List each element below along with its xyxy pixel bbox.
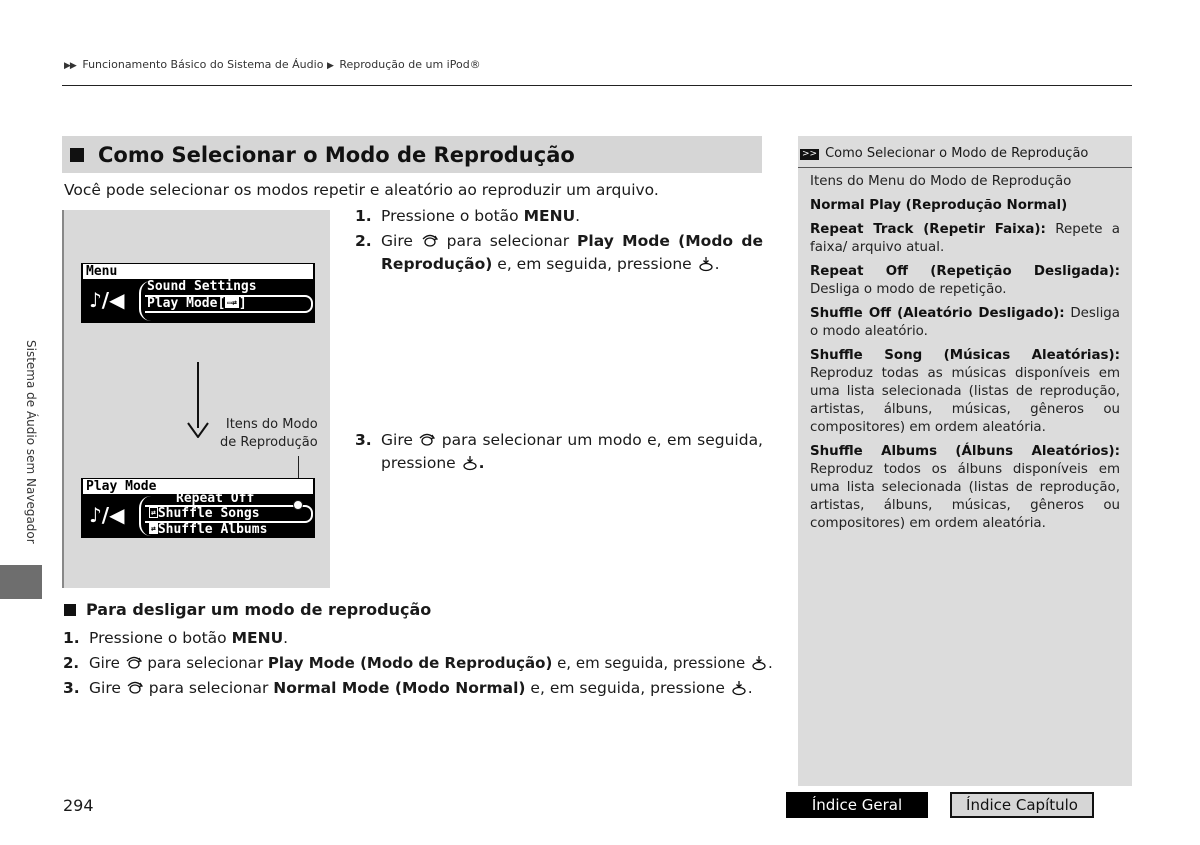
step-text: .	[575, 207, 581, 225]
step-3: 3. Gire para selecionar um modo e, em seguida, pressione .	[355, 431, 763, 472]
shuffle-badge-icon: ⇄	[151, 508, 156, 517]
step-number: 2.	[355, 232, 372, 250]
square-bullet-icon	[70, 148, 84, 162]
sidebar-item: Repeat Track (Repetir Faixa): Repete a faixa/ arquivo atual.	[810, 222, 1121, 255]
lcd-title: Menu	[83, 264, 313, 279]
step-text: Gire	[89, 679, 126, 697]
step-number: 3.	[63, 679, 80, 697]
step-text: e, em seguida, pressione	[525, 679, 730, 697]
step-number: 1.	[355, 207, 372, 225]
step-text: para selecionar	[438, 232, 578, 250]
section-intro: Você pode selecionar os modos repetir e aleatório ao reproduzir um arquivo.	[64, 181, 659, 199]
press-knob-icon	[730, 680, 748, 696]
step-number: 1.	[63, 629, 80, 647]
sidebar-header	[798, 146, 1132, 168]
off-step-2: 2. Gire para selecionar Play Mode (Modo de Reprodução) e, em seguida, pressione .	[63, 652, 763, 675]
step-text: para selecionar	[142, 654, 268, 672]
lcd-line-sound-settings: Sound Settings	[147, 279, 257, 294]
rotary-dial-icon	[126, 680, 144, 696]
step-text: e, em seguida, pressione	[552, 654, 751, 672]
chapter-side-tab-label: Sistema de Áudio sem Navegador	[24, 340, 38, 544]
arrow-icon: ▶	[326, 61, 333, 71]
sidebar-subtitle: Itens do Menu do Modo de Reprodução	[810, 174, 1072, 189]
menu-button-label: MENU	[523, 207, 576, 225]
step-1	[355, 205, 763, 228]
sidebar-body	[810, 173, 1120, 539]
step-text: para selecionar	[143, 679, 274, 697]
off-step-1	[63, 627, 763, 650]
breadcrumb	[64, 58, 481, 71]
index-general-button[interactable]: Índice Geral	[786, 792, 928, 818]
step-text: Pressione o botão	[89, 629, 232, 647]
lcd-play-mode-end: ]	[238, 296, 247, 311]
step-text: Gire	[381, 232, 421, 250]
top-divider	[62, 85, 1132, 86]
menu-button-label: MENU	[231, 629, 284, 647]
lcd-shuffle-albums-text: Shuffle Albums	[157, 522, 268, 537]
rotary-dial-icon	[125, 655, 143, 671]
chapter-side-tab-marker	[0, 565, 42, 599]
lcd-screen-menu	[81, 263, 315, 323]
step-text: Pressione o botão	[381, 207, 524, 225]
play-mode-badge-icon: ▭⇄	[227, 298, 237, 307]
callout-line-2: de Reprodução	[220, 435, 318, 450]
double-chevron-icon: >>	[802, 149, 818, 159]
section-title: Como Selecionar o Modo de Reprodução	[98, 142, 575, 167]
breadcrumb-item-1[interactable]: Funcionamento Básico do Sistema de Áudio	[82, 58, 324, 71]
shuffle-album-badge-icon: ⇄	[151, 524, 156, 533]
breadcrumb-item-2[interactable]: Reprodução de um iPod®	[339, 58, 481, 71]
sidebar-item: Shuffle Off (Aleatório Desligado): Desliga o modo aleatório.	[810, 306, 1120, 339]
lcd-screen-play-mode	[81, 478, 315, 538]
square-bullet-icon	[64, 604, 76, 616]
step-text: .	[283, 629, 289, 647]
callout-dot-icon	[293, 500, 303, 510]
lcd-play-mode-text: Play Mode[	[147, 296, 226, 311]
rotary-dial-icon	[418, 432, 436, 448]
page-number: 294	[63, 796, 94, 815]
lcd-line-play-mode	[147, 296, 247, 311]
sidebar-item: Repeat Off (Repetição Desligada): Desliga o modo de repetição.	[810, 264, 1120, 297]
press-knob-icon	[461, 455, 479, 471]
sub-section-heading	[64, 600, 431, 619]
callout-label	[220, 416, 318, 452]
down-arrow-line	[197, 362, 199, 428]
step-text: Gire	[381, 431, 419, 449]
music-note-icon: ♪/◀	[89, 288, 125, 312]
section-header	[62, 136, 762, 173]
press-knob-icon	[697, 256, 715, 272]
sidebar-item: Normal Play (Reprodução Normal)	[810, 198, 1068, 213]
play-mode-label: Play Mode (Modo de Reprodução)	[267, 654, 553, 672]
chapter-side-tab	[6, 340, 46, 555]
lcd-line-shuffle-songs	[149, 506, 260, 521]
sub-section-title: Para desligar um modo de reprodução	[86, 600, 432, 619]
notes-sidebar	[798, 136, 1132, 786]
double-arrow-icon: ▶▶	[64, 61, 76, 71]
display-figure	[62, 210, 330, 588]
step-2: 2. Gire para selecionar Play Mode (Modo de Reprodução) e, em seguida, pressione .	[355, 232, 764, 273]
callout-line-1: Itens do Modo	[225, 417, 318, 432]
music-note-icon: ♪/◀	[89, 503, 125, 527]
press-knob-icon	[750, 655, 768, 671]
step-number: 3.	[355, 431, 372, 449]
rotary-dial-icon	[421, 233, 439, 249]
step-text: e, em seguida, pressione	[492, 255, 697, 273]
lcd-title: Play Mode	[83, 479, 313, 494]
sidebar-item: Shuffle Albums (Álbuns Aleatórios): Reproduz todos os álbuns disponíveis em uma lista selecionada (listas de reprodução, artistas, álbuns, músicas, gêneros ou compositores) em ordem aleatória.	[810, 444, 1120, 531]
lcd-line-shuffle-albums	[149, 522, 267, 537]
lcd-shuffle-songs-text: Shuffle Songs	[157, 506, 260, 521]
off-step-3: 3. Gire para selecionar Normal Mode (Modo Normal) e, em seguida, pressione .	[63, 677, 763, 700]
sidebar-header-text[interactable]: Como Selecionar o Modo de Reprodução	[825, 146, 1089, 161]
step-number: 2.	[63, 654, 80, 672]
normal-mode-label: Normal Mode (Modo Normal)	[273, 679, 526, 697]
index-chapter-button[interactable]: Índice Capítulo	[950, 792, 1094, 818]
down-arrow-icon	[187, 422, 209, 438]
sidebar-item: Shuffle Song (Músicas Aleatórias): Reproduz todas as músicas disponíveis em uma lista selecionada (listas de reprodução, artistas, álbuns, músicas, gêneros ou compositores) em ordem aleatória.	[810, 348, 1120, 435]
step-text: Gire	[89, 654, 125, 672]
step-text: para selecionar um modo e, em seguida, pressione	[381, 431, 763, 472]
play-mode-label: Play Mode (Modo de Reprodução)	[381, 232, 764, 273]
lcd-line-repeat-off: Repeat Off	[176, 491, 255, 506]
